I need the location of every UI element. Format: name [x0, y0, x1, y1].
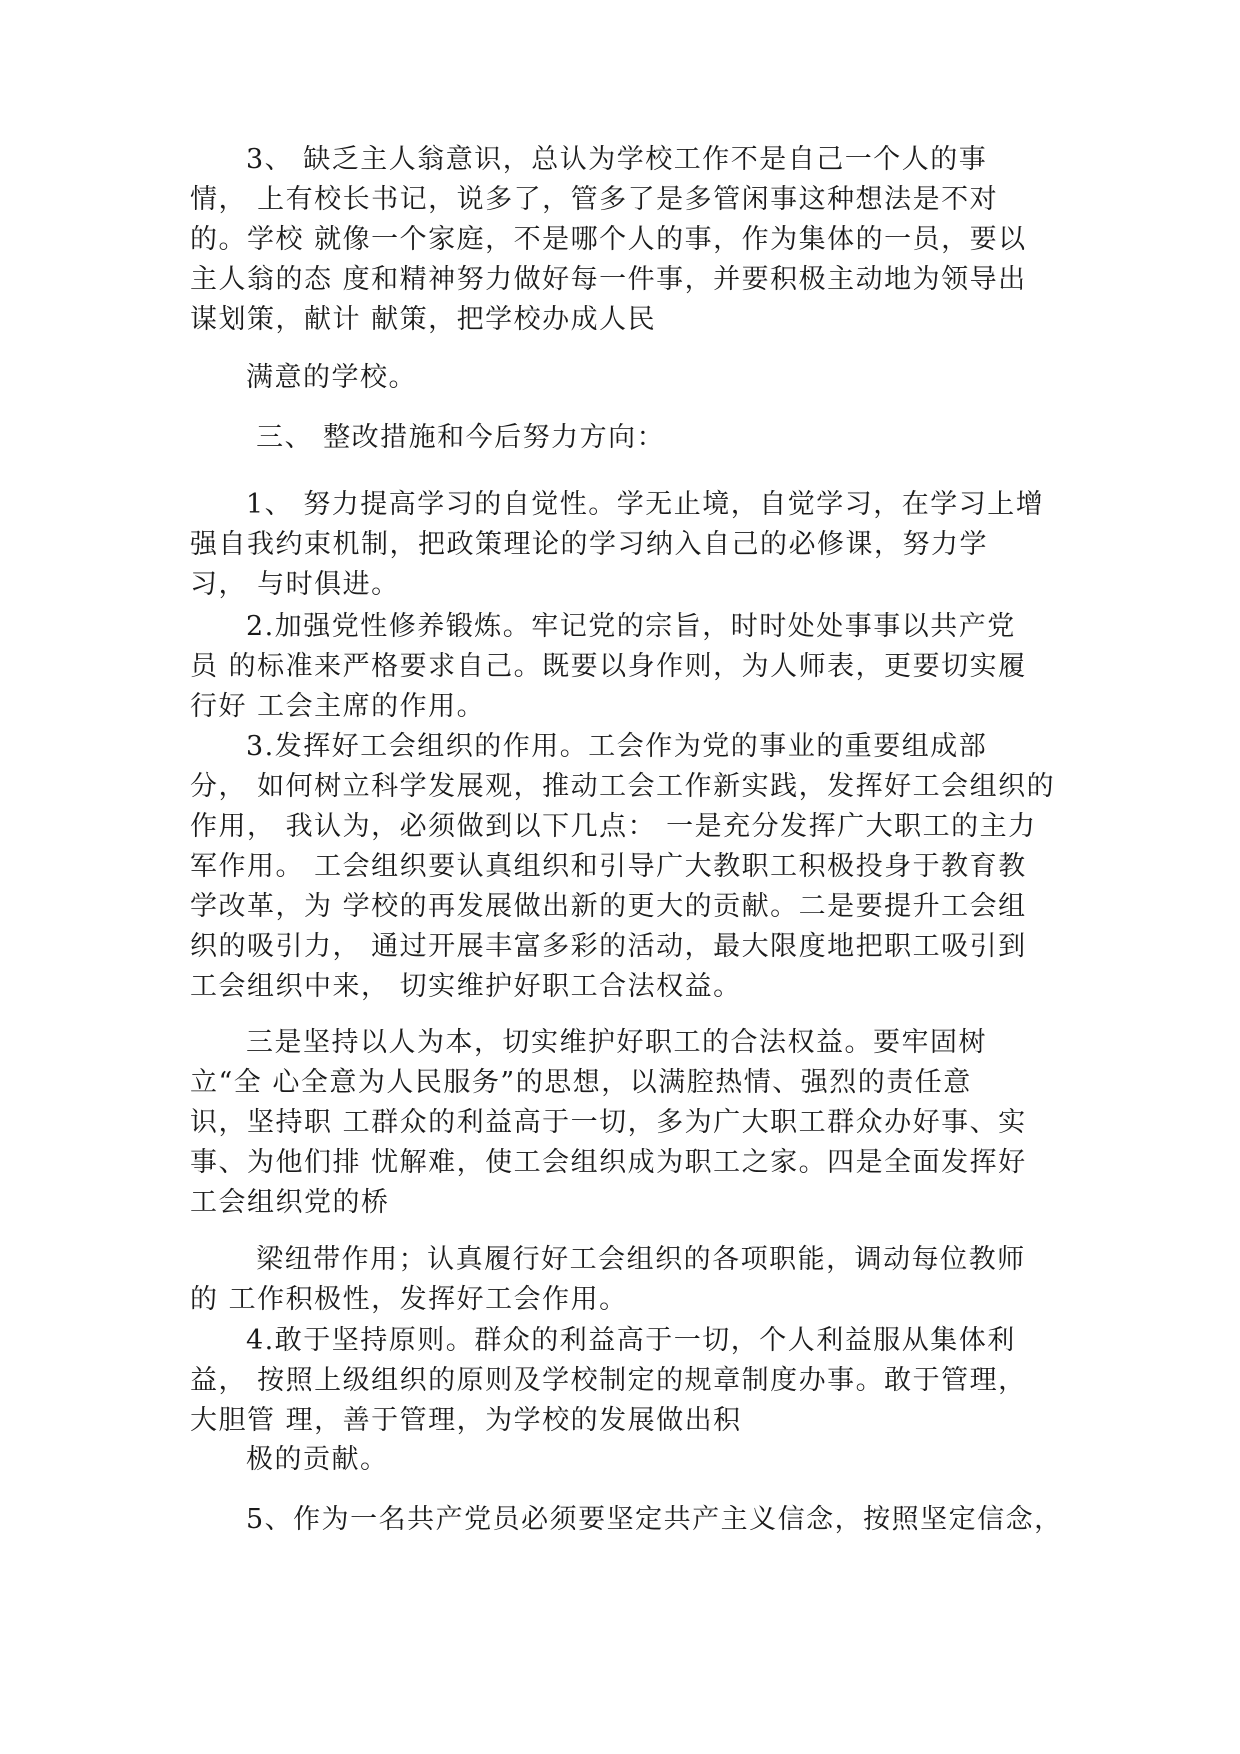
paragraph-continuation	[190, 1440, 1070, 1480]
text-line: 4.敢于坚持原则。群众的利益高于一切，个人利益服从集体利	[246, 1325, 1016, 1356]
text-line: 三是坚持以人为本，切实维护好职工的合法权益。要牢固树	[246, 1027, 987, 1058]
paragraph-measure-3	[190, 727, 1070, 1007]
text-line: 情， 上有校长书记，说多了，管多了是多管闲事这种想法是不对	[190, 184, 999, 215]
paragraph-measure-5	[190, 1500, 1070, 1540]
text-line: 习， 与时俱进。	[190, 569, 400, 600]
text-line: 军作用。 工会组织要认真组织和引导广大教职工积极投身于教育教	[190, 851, 1027, 882]
text-line: 大胆管 理，善于管理，为学校的发展做出积	[190, 1405, 742, 1436]
text-line: 工会组织中来， 切实维护好职工合法权益。	[190, 971, 742, 1002]
text-line: 5、作为一名共产党员必须要坚定共产主义信念，按照坚定信念，	[246, 1504, 1063, 1535]
text-line: 工会组织党的桥	[190, 1187, 390, 1218]
text-line: 3、 缺乏主人翁意识，总认为学校工作不是自己一个人的事	[246, 144, 988, 175]
text-line: 3.发挥好工会组织的作用。工会作为党的事业的重要组成部	[246, 731, 988, 762]
text-line: 立“全 心全意为人民服务”的思想，以满腔热情、强烈的责任意	[190, 1067, 972, 1098]
text-line: 梁纽带作用；认真履行好工会组织的各项职能，调动每位教师	[246, 1244, 1026, 1275]
paragraph-point-3	[190, 1023, 1070, 1223]
text-line: 益， 按照上级组织的原则及学校制定的规章制度办事。敢于管理，	[190, 1365, 1027, 1396]
text-line: 行好 工会主席的作用。	[190, 691, 486, 722]
text-line: 2.加强党性修养锻炼。牢记党的宗旨，时时处处事事以共产党	[246, 611, 1016, 642]
text-line: 作用， 我认为，必须做到以下几点： 一是充分发挥广大职工的主力	[190, 811, 1037, 842]
text-line: 的 工作积极性，发挥好工会作用。	[190, 1284, 628, 1315]
paragraph-measure-1	[190, 485, 1070, 605]
text-line: 满意的学校。	[246, 362, 417, 393]
text-line: 事、为他们排 忧解难，使工会组织成为职工之家。四是全面发挥好	[190, 1147, 1027, 1178]
text-line: 织的吸引力， 通过开展丰富多彩的活动，最大限度地把职工吸引到	[190, 931, 1027, 962]
text-line: 员 的标准来严格要求自己。既要以身作则，为人师表，更要切实履	[190, 651, 1027, 682]
section-heading	[190, 418, 1070, 458]
text-line: 1、 努力提高学习的自觉性。学无止境，自觉学习，在学习上增	[246, 489, 1045, 520]
paragraph-measure-4	[190, 1321, 1070, 1441]
paragraph-point-4	[190, 1240, 1070, 1320]
text-line: 的。学校 就像一个家庭，不是哪个人的事，作为集体的一员，要以	[190, 224, 1027, 255]
text-line: 识，坚持职 工群众的利益高于一切，多为广大职工群众办好事、实	[190, 1107, 1027, 1138]
paragraph-item-3-lack-ownership	[190, 140, 1070, 340]
text-line: 谋划策，献计 献策，把学校办成人民	[190, 304, 657, 335]
text-line: 学改革，为 学校的再发展做出新的更大的贡献。二是要提升工会组	[190, 891, 1027, 922]
paragraph-continuation	[190, 358, 1070, 398]
paragraph-measure-2	[190, 607, 1070, 727]
text-line: 强自我约束机制，把政策理论的学习纳入自己的必修课，努力学	[190, 529, 988, 560]
text-line: 三、 整改措施和今后努力方向：	[246, 422, 666, 453]
text-line: 分， 如何树立科学发展观，推动工会工作新实践，发挥好工会组织的	[190, 771, 1056, 802]
text-line: 主人翁的态 度和精神努力做好每一件事，并要积极主动地为领导出	[190, 264, 1027, 295]
text-line: 极的贡献。	[246, 1444, 389, 1475]
